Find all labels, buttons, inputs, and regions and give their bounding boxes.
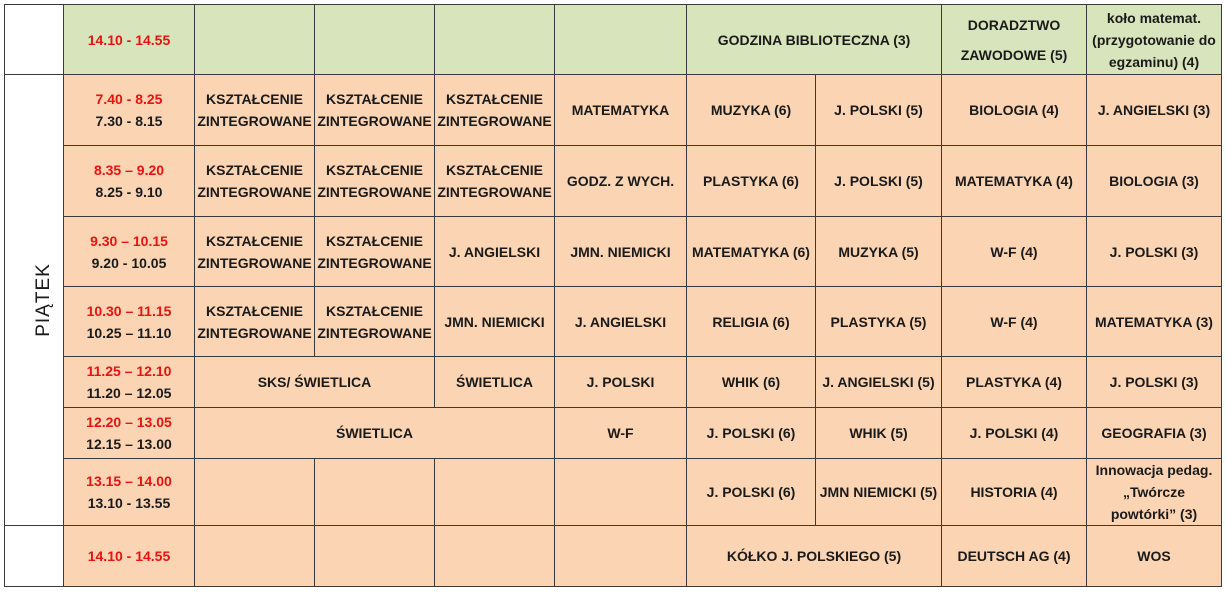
lesson-empty-cell <box>315 459 435 526</box>
lesson-cell: PLASTYKA (5) <box>816 287 942 357</box>
lesson-cell: J. ANGIELSKI <box>435 217 555 287</box>
lesson-cell: PLASTYKA (6) <box>687 146 816 217</box>
lesson-cell: W-F (4) <box>942 287 1087 357</box>
lesson-cell: MATEMATYKA (4) <box>942 146 1087 217</box>
lesson-cell: KSZTAŁCENIE ZINTEGROWANE <box>315 287 435 357</box>
lesson-cell: J. ANGIELSKI <box>555 287 687 357</box>
lesson-cell: KSZTAŁCENIE ZINTEGROWANE <box>195 217 315 287</box>
schedule-table <box>4 4 1222 587</box>
lesson-cell: PLASTYKA (4) <box>942 357 1087 408</box>
lesson-cell: MUZYKA (6) <box>687 75 816 146</box>
top-time-cell: 14.10 - 14.55 <box>64 5 195 75</box>
lesson-cell: KSZTAŁCENIE ZINTEGROWANE <box>195 75 315 146</box>
lesson-cell: J. POLSKI (3) <box>1087 217 1222 287</box>
lesson-cell: KSZTAŁCENIE ZINTEGROWANE <box>435 146 555 217</box>
top-day-cell <box>5 5 64 75</box>
lesson-time-cell: 8.35 – 9.20 8.25 - 9.10 <box>64 146 195 217</box>
lesson-cell: J. POLSKI (5) <box>816 146 942 217</box>
lesson-cell: J. POLSKI (6) <box>687 459 816 526</box>
lesson-cell: W-F (4) <box>942 217 1087 287</box>
lesson-cell: ŚWIETLICA <box>195 408 555 459</box>
lesson-empty-cell <box>435 459 555 526</box>
lesson-cell: MATEMATYKA (3) <box>1087 287 1222 357</box>
lesson-cell: JMN. NIEMICKI <box>555 217 687 287</box>
lesson-cell: MUZYKA (5) <box>816 217 942 287</box>
lesson-cell: SKS/ ŚWIETLICA <box>195 357 435 408</box>
top-empty-cell <box>315 5 435 75</box>
wos-cell: WOS <box>1087 526 1222 587</box>
innovation-cell: Innowacja pedag. „Twórcze powtórki” (3) <box>1087 459 1222 526</box>
lesson-cell: MATEMATYKA <box>555 75 687 146</box>
lesson-cell: J. POLSKI (3) <box>1087 357 1222 408</box>
day-label: PIĄTEK <box>32 263 54 337</box>
lesson-cell: J. ANGIELSKI (3) <box>1087 75 1222 146</box>
day-label-cell <box>5 75 64 526</box>
lesson-cell: WHIK (5) <box>816 408 942 459</box>
lesson-cell: KSZTAŁCENIE ZINTEGROWANE <box>195 287 315 357</box>
lesson-cell: RELIGIA (6) <box>687 287 816 357</box>
lesson-time-cell: 7.40 - 8.25 7.30 - 8.15 <box>64 75 195 146</box>
polish-club-cell: KÓŁKO J. POLSKIEGO (5) <box>687 526 942 587</box>
lesson-cell: WHIK (6) <box>687 357 816 408</box>
top-empty-cell <box>435 5 555 75</box>
lesson-empty-cell <box>195 459 315 526</box>
lesson-time-cell: 13.15 – 14.00 13.10 - 13.55 <box>64 459 195 526</box>
library-hour-cell: GODZINA BIBLIOTECZNA (3) <box>687 5 942 75</box>
bottom-empty-cell <box>315 526 435 587</box>
lesson-cell: BIOLOGIA (3) <box>1087 146 1222 217</box>
lesson-cell: J. POLSKI (4) <box>942 408 1087 459</box>
lesson-cell: GODZ. Z WYCH. <box>555 146 687 217</box>
lesson-cell: KSZTAŁCENIE ZINTEGROWANE <box>315 217 435 287</box>
top-empty-cell <box>555 5 687 75</box>
lesson-cell: KSZTAŁCENIE ZINTEGROWANE <box>435 75 555 146</box>
bottom-day-cell <box>5 526 64 587</box>
lesson-cell: HISTORIA (4) <box>942 459 1087 526</box>
lesson-cell: J. POLSKI (5) <box>816 75 942 146</box>
lesson-cell: KSZTAŁCENIE ZINTEGROWANE <box>315 75 435 146</box>
lesson-cell: JMN. NIEMICKI <box>435 287 555 357</box>
lesson-cell: KSZTAŁCENIE ZINTEGROWANE <box>195 146 315 217</box>
lesson-empty-cell <box>555 459 687 526</box>
lesson-cell: BIOLOGIA (4) <box>942 75 1087 146</box>
lesson-time-cell: 11.25 – 12.10 11.20 – 12.05 <box>64 357 195 408</box>
top-empty-cell <box>195 5 315 75</box>
deutsch-ag-cell: DEUTSCH AG (4) <box>942 526 1087 587</box>
career-counselling-cell: DORADZTWO ZAWODOWE (5) <box>942 5 1087 75</box>
lesson-cell: J. ANGIELSKI (5) <box>816 357 942 408</box>
lesson-cell: KSZTAŁCENIE ZINTEGROWANE <box>315 146 435 217</box>
bottom-empty-cell <box>555 526 687 587</box>
bottom-empty-cell <box>435 526 555 587</box>
bottom-time-cell: 14.10 - 14.55 <box>64 526 195 587</box>
lesson-cell: W-F <box>555 408 687 459</box>
bottom-empty-cell <box>195 526 315 587</box>
lesson-time-cell: 10.30 – 11.15 10.25 – 11.10 <box>64 287 195 357</box>
lesson-cell: MATEMATYKA (6) <box>687 217 816 287</box>
lesson-time-cell: 9.30 – 10.15 9.20 - 10.05 <box>64 217 195 287</box>
lesson-cell: JMN NIEMICKI (5) <box>816 459 942 526</box>
lesson-cell: J. POLSKI (6) <box>687 408 816 459</box>
lesson-cell: J. POLSKI <box>555 357 687 408</box>
lesson-cell: ŚWIETLICA <box>435 357 555 408</box>
lesson-cell: GEOGRAFIA (3) <box>1087 408 1222 459</box>
lesson-time-cell: 12.20 – 13.05 12.15 – 13.00 <box>64 408 195 459</box>
math-club-cell: koło matemat. (przygotowanie do egzaminu) (4) <box>1087 5 1222 75</box>
